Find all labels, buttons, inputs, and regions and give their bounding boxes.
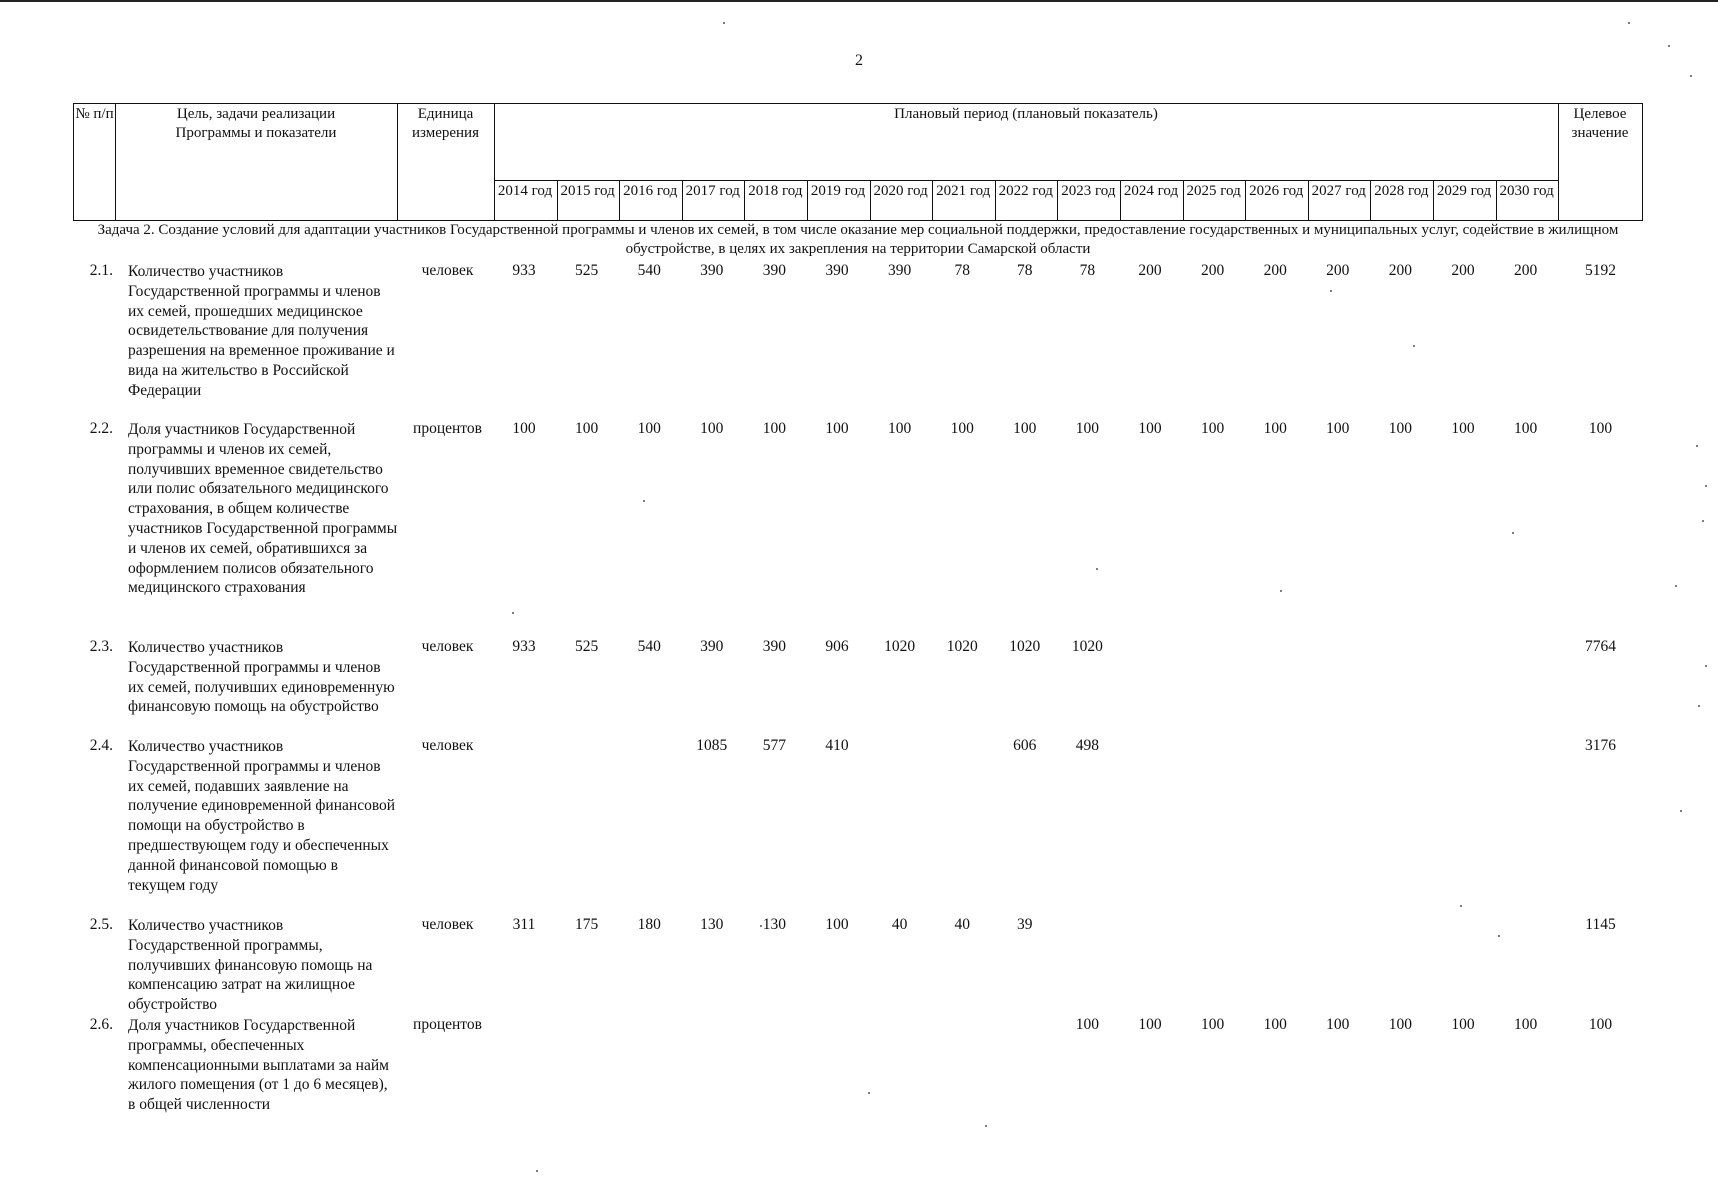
row-value-2022: 606	[1013, 737, 1037, 754]
row-value-2027: 200	[1326, 262, 1350, 279]
year-header-2: 2016 год	[623, 183, 678, 199]
row-value-2020: 1020	[884, 638, 916, 655]
year-header-14: 2028 год	[1374, 183, 1429, 199]
year-header-3: 2017 год	[685, 183, 740, 199]
row-value-2025: 100	[1200, 420, 1225, 437]
row-value-2022: 100	[1013, 420, 1037, 437]
row-indicator-name: Количество участников Государственной программы, получивших финансовую помощь на компенсацию затрат на жилищное обустройство	[128, 917, 373, 1014]
row-value-2017: 390	[700, 638, 724, 655]
row-value-2019: 100	[825, 916, 849, 933]
row-value-2014: 311	[512, 916, 536, 933]
row-unit: человек	[421, 638, 474, 655]
col-header-goal: Цель, задачи реализации Программы и показатели	[175, 106, 337, 141]
row-value-2023: 498	[1075, 737, 1100, 754]
row-value-2027: 100	[1326, 420, 1350, 437]
row-indicator-name: Количество участников Государственной программы и членов их семей, получивших единовременную финансовую помощь на обустройство	[128, 639, 395, 716]
row-unit: человек	[421, 916, 474, 933]
year-header-15: 2029 год	[1436, 183, 1492, 199]
year-header-10: 2024 год	[1123, 183, 1179, 199]
year-header-5: 2019 год	[810, 183, 866, 199]
row-value-2017: 130	[700, 916, 724, 933]
row-value-2015: 525	[574, 638, 599, 655]
year-header-11: 2025 год	[1186, 183, 1241, 199]
row-indicator-name: Доля участников Государственной программы и членов их семей, получивших временное свидетельство или полис обязательного медицинского страхования, в общем количестве участников Государственной программы и членов их семей, обратившихся за оформлением полисов обязательного медицинского страхования	[128, 421, 398, 597]
row-value-2017: 1085	[696, 737, 728, 754]
row-value-2030: 200	[1513, 262, 1538, 279]
row-value-2014: 100	[512, 420, 536, 437]
row-indicator-name: Доля участников Государственной программы, обеспеченных компенсационными выплатами за найм жилого помещения (от 1 до 6 месяцев), в общей численности	[128, 1017, 389, 1114]
row-value-2028: 100	[1388, 420, 1413, 437]
row-number: 2.3.	[89, 638, 113, 655]
row-value-2027: 100	[1326, 1016, 1350, 1033]
row-value-2016: 540	[637, 638, 661, 655]
row-value-2018: 100	[762, 420, 787, 437]
col-header-unit: Единица измерения	[411, 106, 479, 141]
row-target-value: 100	[1588, 420, 1613, 437]
col-header-target: Целевое значение	[1571, 106, 1629, 141]
year-header-1: 2015 год	[560, 183, 615, 199]
col-header-period: Плановый период (плановый показатель)	[894, 106, 1158, 122]
year-header-4: 2018 год	[748, 183, 803, 199]
row-value-2022: 39	[1017, 916, 1033, 933]
row-value-2019: 390	[825, 262, 849, 279]
page-top-edge	[0, 0, 1718, 2]
row-value-2026: 100	[1263, 1016, 1287, 1033]
year-header-6: 2020 год	[873, 183, 928, 199]
row-value-2023: 100	[1075, 420, 1100, 437]
row-value-2016: 100	[637, 420, 661, 437]
row-value-2020: 100	[887, 420, 912, 437]
row-number: 2.4.	[89, 737, 113, 754]
row-number: 2.1.	[89, 262, 113, 279]
row-value-2020: 40	[891, 916, 908, 933]
row-value-2021: 40	[954, 916, 970, 933]
task-heading: Задача 2. Создание условий для адаптации участников Государственной программы и членов их семей, в том числе оказание мер социальной поддержки, предоставление государственных и муниципальных услуг, содействие в жилищном обустройстве, в целях их закрепления на территории Самарской области	[97, 222, 1619, 257]
row-value-2029: 100	[1451, 1016, 1475, 1033]
row-value-2025: 100	[1200, 1016, 1225, 1033]
row-target-value: 100	[1588, 1016, 1613, 1033]
row-value-2030: 100	[1513, 420, 1538, 437]
row-value-2024: 100	[1138, 1016, 1162, 1033]
row-value-2018: 390	[762, 262, 787, 279]
row-value-2018: 390	[762, 638, 787, 655]
row-value-2015: 175	[574, 916, 599, 933]
row-target-value: 7764	[1585, 638, 1616, 655]
table-header	[73, 103, 1643, 221]
row-value-2014: 933	[512, 262, 536, 279]
row-value-2020: 390	[887, 262, 912, 279]
year-header-16: 2030 год	[1499, 183, 1554, 199]
row-value-2017: 390	[700, 262, 724, 279]
page-number: 2	[855, 52, 863, 69]
row-value-2015: 100	[574, 420, 599, 437]
row-value-2023: 1020	[1071, 638, 1103, 655]
row-value-2019: 100	[825, 420, 849, 437]
year-header-0: 2014 год	[497, 183, 553, 199]
row-value-2029: 200	[1451, 262, 1475, 279]
row-unit: человек	[421, 737, 474, 754]
row-number: 2.2.	[89, 420, 113, 437]
row-value-2014: 933	[512, 638, 536, 655]
row-value-2025: 200	[1200, 262, 1225, 279]
row-indicator-name: Количество участников Государственной программы и членов их семей, прошедших медицинское освидетельствование для получения разрешения на временное проживание и вида на жительство в Российской Федерации	[128, 263, 395, 399]
row-value-2019: 906	[825, 638, 849, 655]
row-value-2029: 100	[1451, 420, 1475, 437]
row-value-2022: 78	[1017, 262, 1033, 279]
row-value-2023: 78	[1079, 262, 1096, 279]
row-number: 2.5.	[89, 916, 113, 933]
row-value-2018: 577	[762, 737, 787, 754]
row-unit: человек	[421, 262, 474, 279]
row-value-2021: 1020	[946, 638, 978, 655]
row-target-value: 1145	[1585, 916, 1616, 933]
row-value-2026: 100	[1263, 420, 1287, 437]
row-value-2023: 100	[1075, 1016, 1100, 1033]
row-unit: процентов	[413, 420, 482, 437]
col-header-num: № п/п	[75, 106, 114, 122]
year-header-9: 2023 год	[1061, 183, 1116, 199]
row-target-value: 3176	[1585, 737, 1616, 754]
row-value-2016: 180	[637, 916, 661, 933]
row-target-value: 5192	[1585, 262, 1616, 279]
row-value-2028: 200	[1388, 262, 1413, 279]
row-unit: процентов	[413, 1016, 482, 1033]
row-value-2026: 200	[1263, 262, 1287, 279]
row-indicator-name: Количество участников Государственной программы и членов их семей, подавших заявление на получение единовременной финансовой помощи на обустройство в предшествующем году и обеспеченных данной финансовой помощью в текущем году	[128, 738, 396, 894]
row-value-2018: 130	[762, 916, 787, 933]
row-value-2021: 100	[950, 420, 974, 437]
row-value-2028: 100	[1388, 1016, 1413, 1033]
row-value-2024: 100	[1138, 420, 1162, 437]
row-value-2030: 100	[1513, 1016, 1538, 1033]
row-value-2021: 78	[954, 262, 970, 279]
row-value-2024: 200	[1138, 262, 1162, 279]
row-value-2022: 1020	[1009, 638, 1041, 655]
year-header-8: 2022 год	[998, 183, 1053, 199]
year-header-12: 2026 год	[1249, 183, 1304, 199]
year-header-13: 2027 год	[1311, 183, 1366, 199]
year-header-7: 2021 год	[936, 183, 991, 199]
row-number: 2.6.	[89, 1016, 113, 1033]
row-value-2019: 410	[825, 737, 849, 754]
row-value-2015: 525	[574, 262, 599, 279]
row-value-2016: 540	[637, 262, 661, 279]
row-value-2017: 100	[700, 420, 724, 437]
